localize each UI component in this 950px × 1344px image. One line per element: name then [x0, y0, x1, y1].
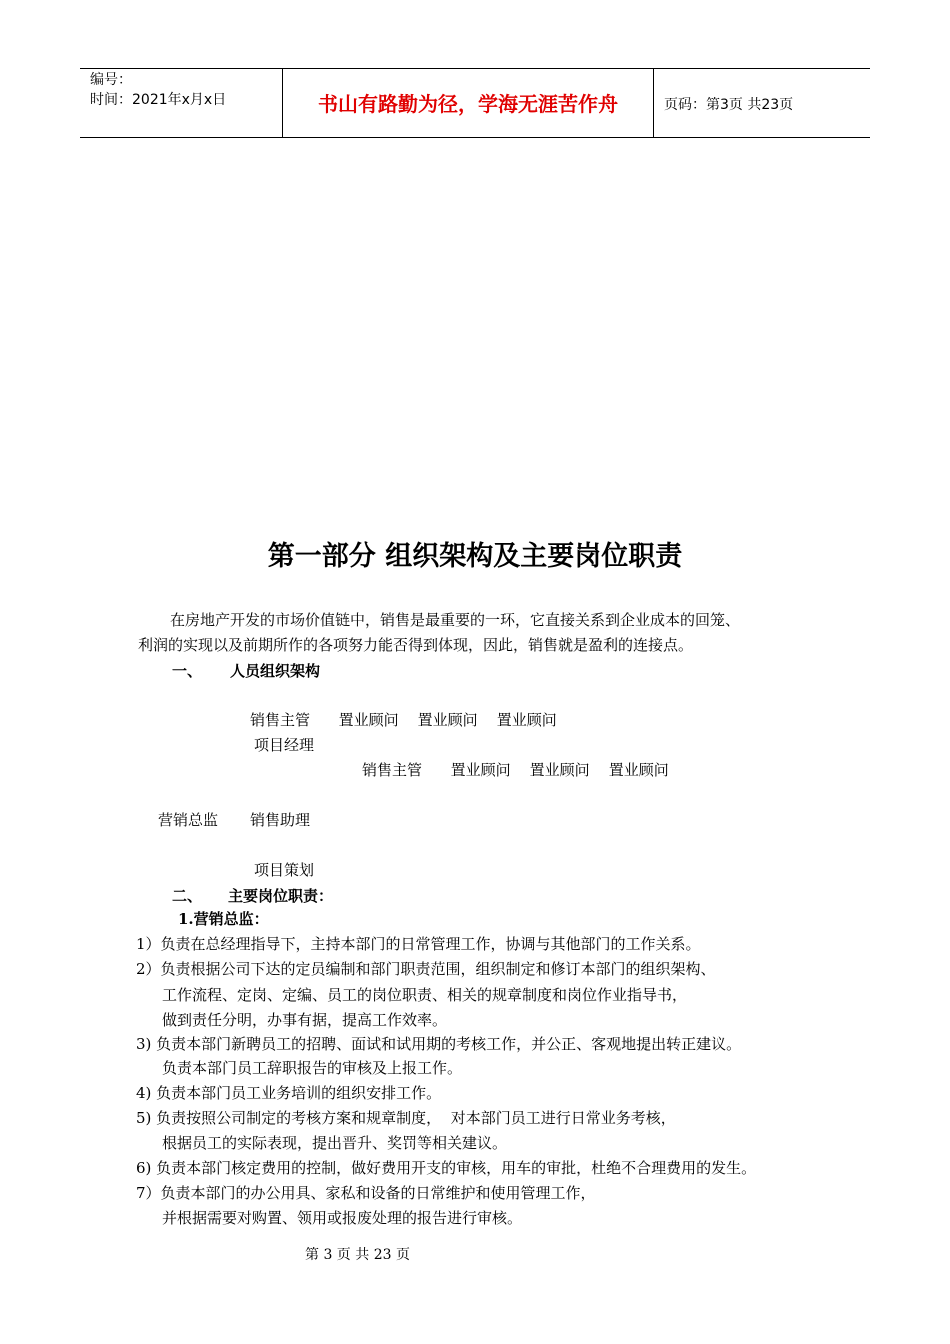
duty-line: 工作流程、定岗、定编、员工的岗位职责、相关的规章制度和岗位作业指导书，	[162, 986, 688, 1004]
duty-line: 根据员工的实际表现，提出晋升、奖罚等相关建议。	[162, 1134, 508, 1152]
org-row-5: 项目策划	[254, 861, 315, 879]
page-footer: 第 3 页 共 23 页	[305, 1247, 410, 1263]
duty-line: 6) 负责本部门核定费用的控制，做好费用开支的审核，用车的审批，杜绝不合理费用的发生。	[136, 1159, 757, 1177]
code-label: 编号：	[90, 72, 132, 88]
section-1-heading: 人员组织架构	[230, 662, 321, 680]
org-row-3: 销售主管 置业顾问 置业顾问 置业顾问	[362, 761, 669, 779]
header-meta-cell	[80, 69, 283, 137]
page-number-label: 页码：第3页 共23页	[664, 97, 794, 113]
duty-line: 1）负责在总经理指导下，主持本部门的日常管理工作，协调与其他部门的工作关系。	[136, 935, 701, 953]
duty-line: 7）负责本部门的办公用具、家私和设备的日常维护和使用管理工作，	[136, 1184, 596, 1202]
duty-line: 并根据需要对购置、领用或报废处理的报告进行审核。	[162, 1209, 523, 1227]
section-2-heading: 主要岗位职责：	[228, 887, 334, 905]
org-row-4-right: 销售助理	[250, 811, 311, 829]
header-motto-cell	[283, 69, 654, 137]
duty-line: 3) 负责本部门新聘员工的招聘、面试和试用期的考核工作，并公正、客观地提出转正建议。	[136, 1035, 742, 1053]
subsection-1-heading: 1.营销总监：	[178, 910, 269, 928]
duty-line: 5) 负责按照公司制定的考核方案和规章制度， 对本部门员工进行日常业务考核，	[136, 1109, 676, 1127]
section-2-number: 二、	[172, 887, 203, 905]
org-row-1: 销售主管 置业顾问 置业顾问 置业顾问	[250, 711, 557, 729]
org-row-2: 项目经理	[254, 736, 315, 754]
org-row-4-left: 营销总监	[158, 811, 219, 829]
duty-line: 做到责任分明，办事有据，提高工作效率。	[162, 1011, 448, 1029]
header-page-cell	[654, 69, 870, 137]
motto: 书山有路勤为径，学海无涯苦作舟	[318, 92, 618, 116]
intro-line-1: 在房地产开发的市场价值链中，销售是最重要的一环，它直接关系到企业成本的回笼、	[170, 611, 741, 629]
section-1-number: 一、	[172, 662, 203, 680]
document-title: 第一部分 组织架构及主要岗位职责	[267, 541, 683, 572]
intro-line-2: 利润的实现以及前期所作的各项努力能否得到体现，因此，销售就是盈利的连接点。	[138, 636, 694, 654]
duty-line: 负责本部门员工辞职报告的审核及上报工作。	[162, 1059, 463, 1077]
page-header	[80, 68, 870, 138]
duty-line: 2）负责根据公司下达的定员编制和部门职责范围，组织制定和修订本部门的组织架构、	[136, 960, 716, 978]
duty-line: 4) 负责本部门员工业务培训的组织安排工作。	[136, 1084, 442, 1102]
date-label: 时间：2021年x月x日	[90, 92, 227, 108]
